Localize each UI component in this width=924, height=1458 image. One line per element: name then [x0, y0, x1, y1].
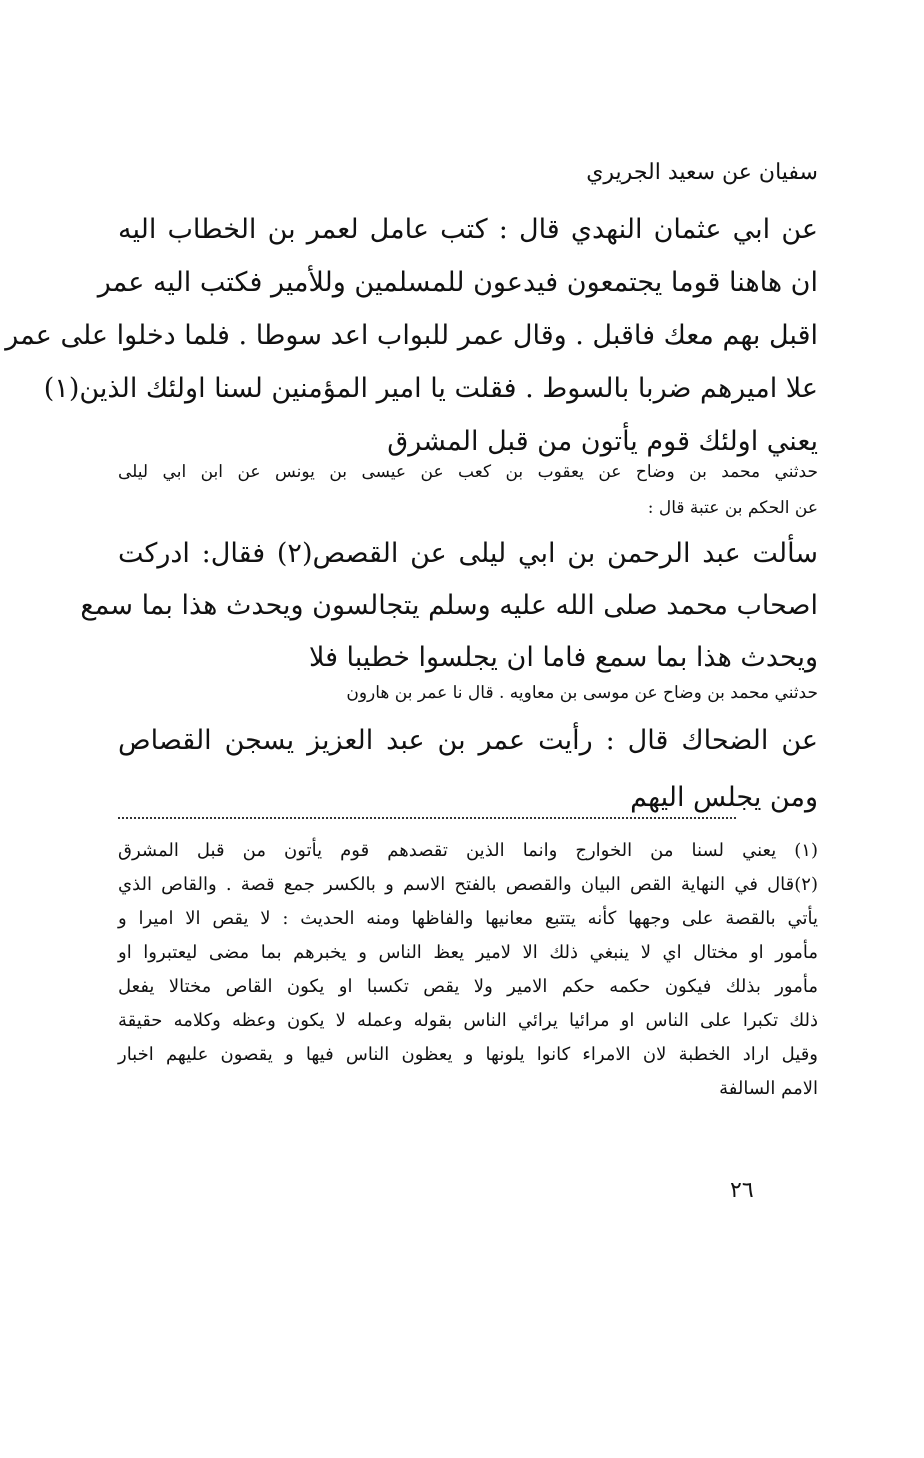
- footnote-line: (٢)قال في النهاية القص البيان والقصص بالفتح الاسم و بالكسر جمع قصة . والقاص الذي: [118, 874, 818, 895]
- footnote-line: وقيل اراد الخطبة لان الامراء كانوا يلونها و يعظون الناس فيها و يقصون عليهم اخبار: [118, 1044, 818, 1065]
- running-header-title: سفيان عن سعيد الجريري: [586, 160, 818, 185]
- footnote-line: يأتي بالقصة على وجهها كأنه يتتبع معانيها والفاظها ومنه الحديث : لا يقص الا اميرا و: [118, 908, 818, 929]
- isnad-chain-2: [118, 679, 818, 707]
- isnad-line: عن الحكم بن عتبة قال :: [647, 498, 818, 518]
- isnad-line: حدثني محمد بن وضاح عن موسى بن معاويه . قال نا عمر بن هارون: [346, 683, 818, 703]
- text-line: ان هاهنا قوما يجتمعون فيدعون للمسلمين وللأمير فكتب اليه عمر: [97, 267, 818, 298]
- text-line: ويحدث هذا بما سمع فاما ان يجلسوا خطيبا فلا: [308, 642, 818, 673]
- text-line: سألت عبد الرحمن بن ابي ليلى عن القصص(٢) فقال: ادركت: [118, 538, 818, 569]
- footnote-line: الامم السالفة: [719, 1078, 818, 1099]
- text-line: عن الضحاك قال : رأيت عمر بن عبد العزيز يسجن القصاص: [118, 725, 818, 756]
- page-number: ٢٦: [730, 1178, 754, 1203]
- footnote-line: مأمور بذلك فيكون حكمه حكم الامير ولا يقص تكسبا او يكون القاص مختالا يفعل: [118, 976, 819, 997]
- text-line: عن ابي عثمان النهدي قال : كتب عامل لعمر بن الخطاب اليه: [118, 214, 818, 245]
- text-line: علا اميرهم ضربا بالسوط . فقلت يا امير المؤمنين لسنا اولئك الذين(١): [43, 373, 818, 404]
- footnote-line: ذلك تكبرا على الناس او مرائيا يرائي الناس بقوله وعمله لا يكون وعظه وكلامه حقيقة: [118, 1010, 818, 1031]
- footnote-line: (١) يعني لسنا من الخوارج وانما الذين تقصدهم قوم يأتون من قبل المشرق: [118, 840, 818, 861]
- running-header: [118, 160, 818, 185]
- footnote-separator: [118, 817, 736, 819]
- text-line: اصحاب محمد صلى الله عليه وسلم يتجالسون ويحدث هذا بما سمع: [80, 590, 818, 621]
- footnotes: [118, 834, 818, 1106]
- text-line: اقبل بهم معك فاقبل . وقال عمر للبواب اعد سوطا . فلما دخلوا على عمر: [5, 320, 818, 351]
- isnad-chain-1: [118, 454, 818, 526]
- main-text-paragraph-1: [5, 203, 818, 468]
- main-text-paragraph-3: [118, 712, 818, 826]
- text-line: يعني اولئك قوم يأتون من قبل المشرق: [387, 426, 818, 457]
- text-line: ومن يجلس اليهم: [630, 782, 818, 813]
- footnote-line: مأمور او مختال اي لا ينبغي ذلك الا لامير يعظ الناس و يخبرهم بما مضى ليعتبروا او: [118, 942, 818, 963]
- isnad-line: حدثني محمد بن وضاح عن يعقوب بن كعب عن عيسى بن يونس عن ابن ابي ليلى: [118, 462, 818, 482]
- main-text-paragraph-2: [80, 528, 818, 684]
